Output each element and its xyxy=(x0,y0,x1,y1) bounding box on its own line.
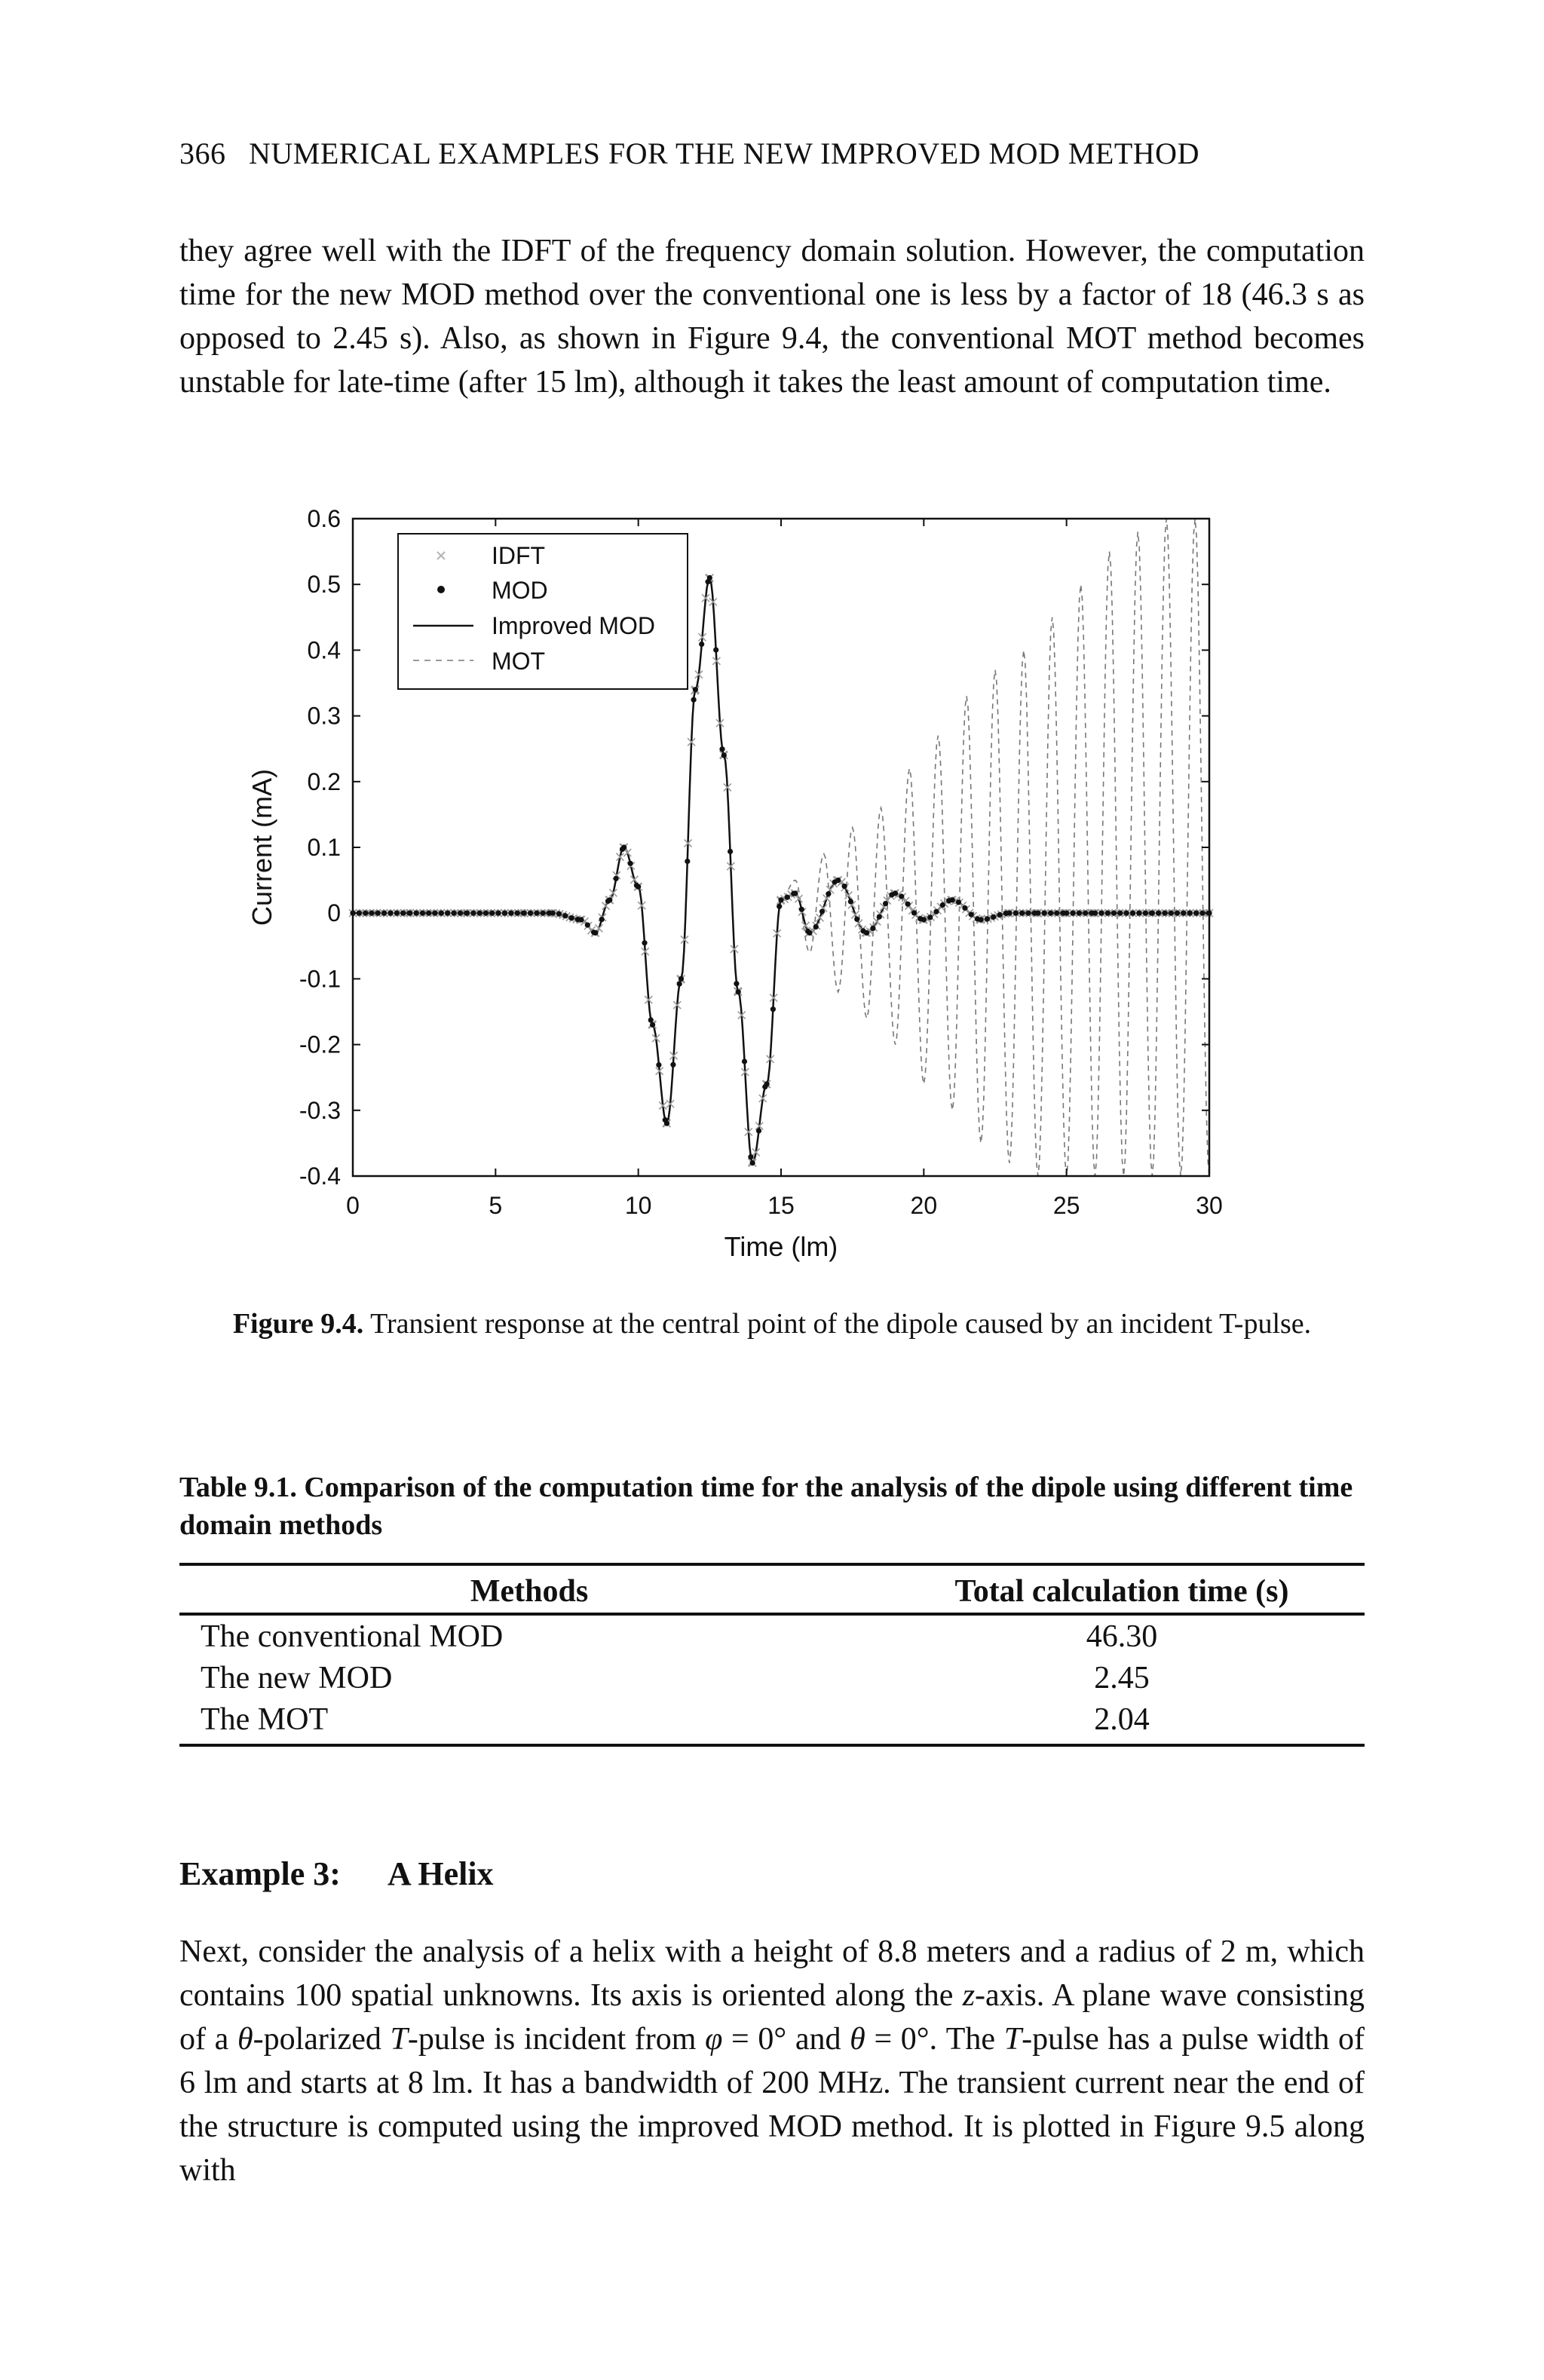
mod-point xyxy=(770,1006,776,1012)
mod-point xyxy=(1083,911,1088,916)
mod-point xyxy=(693,687,698,692)
x-tick-label: 20 xyxy=(910,1192,938,1219)
mod-point xyxy=(369,911,374,916)
mod-point xyxy=(685,859,690,864)
mod-point xyxy=(997,912,1003,917)
mod-point xyxy=(1193,911,1199,916)
mod-point xyxy=(400,911,406,916)
italic-t: T xyxy=(390,2022,408,2057)
y-tick-label: 0.2 xyxy=(307,767,341,795)
italic-t: T xyxy=(1003,2022,1022,2057)
mod-point xyxy=(550,911,556,916)
mod-point xyxy=(562,913,568,918)
mod-point xyxy=(933,909,939,914)
figure-label: Figure 9.4. xyxy=(232,1308,364,1340)
mod-point xyxy=(1098,911,1104,916)
mod-point xyxy=(375,911,381,916)
text-run: = 0°. The xyxy=(865,2022,1004,2057)
method-cell: The conventional MOD xyxy=(201,1619,504,1654)
mod-point xyxy=(721,752,727,758)
mod-point xyxy=(388,911,393,916)
text-run: -axis. A plane wave consisting of a xyxy=(179,1978,1365,2057)
page-number: 366 xyxy=(179,136,226,170)
y-tick-label: -0.4 xyxy=(299,1162,341,1190)
table-row xyxy=(179,1657,1365,1698)
mod-point xyxy=(569,915,574,920)
text-run: -polarized xyxy=(253,2022,391,2057)
mod-point xyxy=(750,1160,755,1165)
column-header-methods: Methods xyxy=(179,1564,879,1614)
mod-point xyxy=(1006,911,1012,916)
intro-paragraph-text: they agree well with the IDFT of the frequency domain solution. However, the computation time for the new MOD method over the conventional one is less by a factor of 18 (46.3 s as opposed to 2.45 s). Also, as shown in Figure 9.4, the conventional MOT method becomes unstable for late-time (after 15 lm), although it takes the least amount of computation time. xyxy=(179,234,1365,400)
italic-theta: θ xyxy=(850,2022,865,2057)
italic-z: z xyxy=(962,1978,976,2013)
mod-point xyxy=(496,911,501,916)
mod-point xyxy=(541,911,546,916)
mod-point xyxy=(991,914,996,920)
helix-paragraph-text xyxy=(179,1930,1365,2192)
legend-label-idft: IDFT xyxy=(492,542,546,569)
mod-point xyxy=(950,897,955,902)
mod-point xyxy=(985,916,990,921)
y-tick-label: -0.1 xyxy=(299,965,341,993)
mod-point xyxy=(707,575,712,580)
mod-point xyxy=(1048,911,1053,916)
mod-point xyxy=(1181,911,1186,916)
mod-point xyxy=(748,1154,753,1159)
text-run: -pulse is incident from xyxy=(407,2022,706,2057)
mod-point xyxy=(1169,911,1174,916)
mod-point xyxy=(719,746,725,752)
mod-point xyxy=(854,917,859,922)
mod-point xyxy=(819,908,825,914)
mod-point xyxy=(1162,911,1167,916)
x-tick-label: 0 xyxy=(346,1192,360,1219)
mod-point xyxy=(835,878,841,883)
mod-point xyxy=(893,890,898,896)
y-tick-label: 0.6 xyxy=(307,505,341,532)
mod-point xyxy=(713,648,718,653)
mod-point xyxy=(728,849,733,854)
italic-theta: θ xyxy=(237,2022,253,2057)
figure-caption-text: Transient response at the central point of the dipole caused by an incident T-pulse. xyxy=(370,1308,1312,1340)
mod-point xyxy=(870,926,875,931)
mod-point xyxy=(927,914,933,920)
x-tick-label: 10 xyxy=(624,1192,652,1219)
legend-label-mot: MOT xyxy=(492,648,546,675)
figure-caption xyxy=(179,1304,1365,1343)
mod-point xyxy=(470,911,476,916)
mod-point xyxy=(528,911,533,916)
mod-point xyxy=(736,989,741,994)
mod-point xyxy=(636,884,641,890)
time-cell: 2.04 xyxy=(879,1698,1365,1745)
y-tick-label: -0.3 xyxy=(299,1096,341,1124)
mod-point xyxy=(1105,911,1111,916)
mod-point xyxy=(534,911,539,916)
mod-point xyxy=(650,1022,655,1028)
mod-point xyxy=(1042,911,1047,916)
mod-point xyxy=(979,917,984,922)
legend-label-mod: MOD xyxy=(492,577,548,604)
time-cell: 46.30 xyxy=(1086,1619,1158,1654)
mod-point xyxy=(458,911,463,916)
x-axis-label: Time (lm) xyxy=(724,1231,838,1262)
mod-point xyxy=(899,893,904,899)
mod-point xyxy=(1025,911,1031,916)
figure-9-4-chart xyxy=(226,490,1251,1289)
mod-point xyxy=(1070,911,1075,916)
mod-point xyxy=(778,897,783,902)
mod-point xyxy=(764,1081,770,1086)
mod-point xyxy=(699,642,704,647)
mod-point xyxy=(756,1128,761,1133)
method-cell: The MOT xyxy=(179,1698,879,1745)
mod-point xyxy=(1117,911,1123,916)
table-header-row xyxy=(179,1564,1365,1614)
mod-point xyxy=(1150,911,1155,916)
mod-point xyxy=(877,914,882,920)
mod-point xyxy=(439,911,444,916)
text-run: -pulse has a pulse width of 6 lm and starts at 8 lm. It has a bandwidth of 200 MHz. The transient current near the end of the structure is computed using the improved MOD method. It is plotted in Figure 9.5 along with xyxy=(179,2022,1365,2188)
mod-point xyxy=(799,907,804,912)
x-tick-label: 25 xyxy=(1052,1192,1080,1219)
mod-point xyxy=(670,1062,676,1067)
mod-point xyxy=(792,890,798,896)
x-tick-label: 5 xyxy=(489,1192,503,1219)
y-axis-label: Current (mA) xyxy=(247,768,277,927)
text-run: = 0° and xyxy=(722,2022,850,2057)
mod-point xyxy=(691,697,697,703)
mod-point xyxy=(1019,911,1025,916)
mod-point xyxy=(451,911,456,916)
mod-point xyxy=(864,930,869,936)
mod-point xyxy=(1064,911,1069,916)
mod-point xyxy=(1092,911,1098,916)
mod-point xyxy=(664,1121,669,1126)
running-header xyxy=(179,136,1365,171)
mod-point xyxy=(962,905,967,911)
mod-point xyxy=(363,911,368,916)
mod-point xyxy=(1143,911,1148,916)
table-row xyxy=(179,1614,1365,1657)
intro-paragraph xyxy=(179,229,1365,404)
mod-point xyxy=(1130,911,1135,916)
mod-point xyxy=(1077,911,1082,916)
mod-point xyxy=(813,924,819,930)
mod-point xyxy=(842,884,847,889)
chart-svg xyxy=(226,490,1251,1289)
mod-point xyxy=(426,911,431,916)
mod-point xyxy=(1136,911,1141,916)
mod-point xyxy=(1156,911,1161,916)
running-title: NUMERICAL EXAMPLES FOR THE NEW IMPROVED MOD METHOD xyxy=(249,136,1199,170)
mod-point xyxy=(477,911,482,916)
mod-point xyxy=(940,902,945,908)
table-caption xyxy=(179,1469,1365,1544)
mod-point xyxy=(522,911,527,916)
mod-point xyxy=(807,930,812,936)
example-title: A Helix xyxy=(388,1855,494,1892)
mod-point xyxy=(1175,911,1180,916)
mod-point xyxy=(381,911,387,916)
x-tick-label: 30 xyxy=(1196,1192,1223,1219)
mod-point xyxy=(607,897,612,902)
y-tick-label: 0.3 xyxy=(307,702,341,730)
mod-point xyxy=(1035,911,1040,916)
y-tick-label: 0.1 xyxy=(307,834,341,861)
y-tick-label: 0.5 xyxy=(307,571,341,599)
mod-point xyxy=(593,930,598,936)
mod-point xyxy=(1124,911,1129,916)
mod-point xyxy=(515,911,520,916)
mod-point xyxy=(414,911,419,916)
mod-point xyxy=(407,911,412,916)
mod-point xyxy=(1187,911,1193,916)
mod-point xyxy=(556,911,562,917)
mod-point xyxy=(848,899,853,904)
mod-point xyxy=(1111,911,1117,916)
table-caption-text: Comparison of the computation time for the analysis of the dipole using different time domain methods xyxy=(179,1472,1353,1541)
mod-point xyxy=(1013,911,1019,916)
mod-point xyxy=(483,911,489,916)
y-tick-label: 0.4 xyxy=(307,636,341,664)
mod-point xyxy=(1054,911,1059,916)
mod-point xyxy=(905,902,911,907)
mod-point xyxy=(585,922,590,927)
y-tick-label: 0 xyxy=(327,899,341,927)
mod-point xyxy=(578,917,584,922)
chart-legend xyxy=(398,534,688,689)
mod-point xyxy=(648,1017,654,1022)
mod-point xyxy=(883,901,888,906)
mod-point xyxy=(777,904,782,909)
computation-time-table xyxy=(179,1563,1365,1747)
mod-point xyxy=(464,911,470,916)
mod-point xyxy=(433,911,438,916)
mod-point xyxy=(679,976,684,982)
mod-point xyxy=(734,981,739,986)
table-row xyxy=(179,1698,1365,1745)
table-label: Table 9.1. xyxy=(179,1472,297,1503)
mod-point xyxy=(628,861,633,866)
mod-point xyxy=(956,899,961,905)
mod-point xyxy=(911,910,917,915)
helix-paragraph xyxy=(179,1930,1365,2192)
mod-point xyxy=(420,911,425,916)
x-tick-label: 15 xyxy=(767,1192,795,1219)
mod-point xyxy=(656,1062,661,1067)
mod-point xyxy=(508,911,513,916)
mod-point xyxy=(614,876,619,881)
mod-point xyxy=(445,911,450,916)
y-tick-label: -0.2 xyxy=(299,1031,341,1058)
mod-point xyxy=(599,917,605,922)
mod-point xyxy=(785,895,790,900)
column-header-total-time: Total calculation time (s) xyxy=(879,1564,1365,1614)
italic-phi: φ xyxy=(705,2022,723,2057)
example-label: Example 3: xyxy=(179,1855,341,1892)
time-cell: 2.45 xyxy=(1094,1661,1150,1695)
mod-point xyxy=(677,982,682,987)
example-heading xyxy=(179,1855,494,1893)
mod-point xyxy=(742,1058,747,1064)
mod-point xyxy=(489,911,495,916)
mod-point xyxy=(621,844,626,850)
legend-mod-marker xyxy=(437,586,445,593)
mod-point xyxy=(502,911,507,916)
legend-label-improved-mod: Improved MOD xyxy=(492,612,655,639)
mod-point xyxy=(394,911,400,916)
method-cell: The new MOD xyxy=(201,1661,393,1695)
text-run: Next, consider the analysis of a helix with a height of 8.8 meters and a radius of 2 m, which contains 100 spatial unknowns. Its axis is oriented along the xyxy=(179,1934,1365,2013)
mod-point xyxy=(969,912,974,917)
mod-point xyxy=(921,917,927,922)
mod-point xyxy=(642,940,647,945)
mod-point xyxy=(826,891,831,896)
